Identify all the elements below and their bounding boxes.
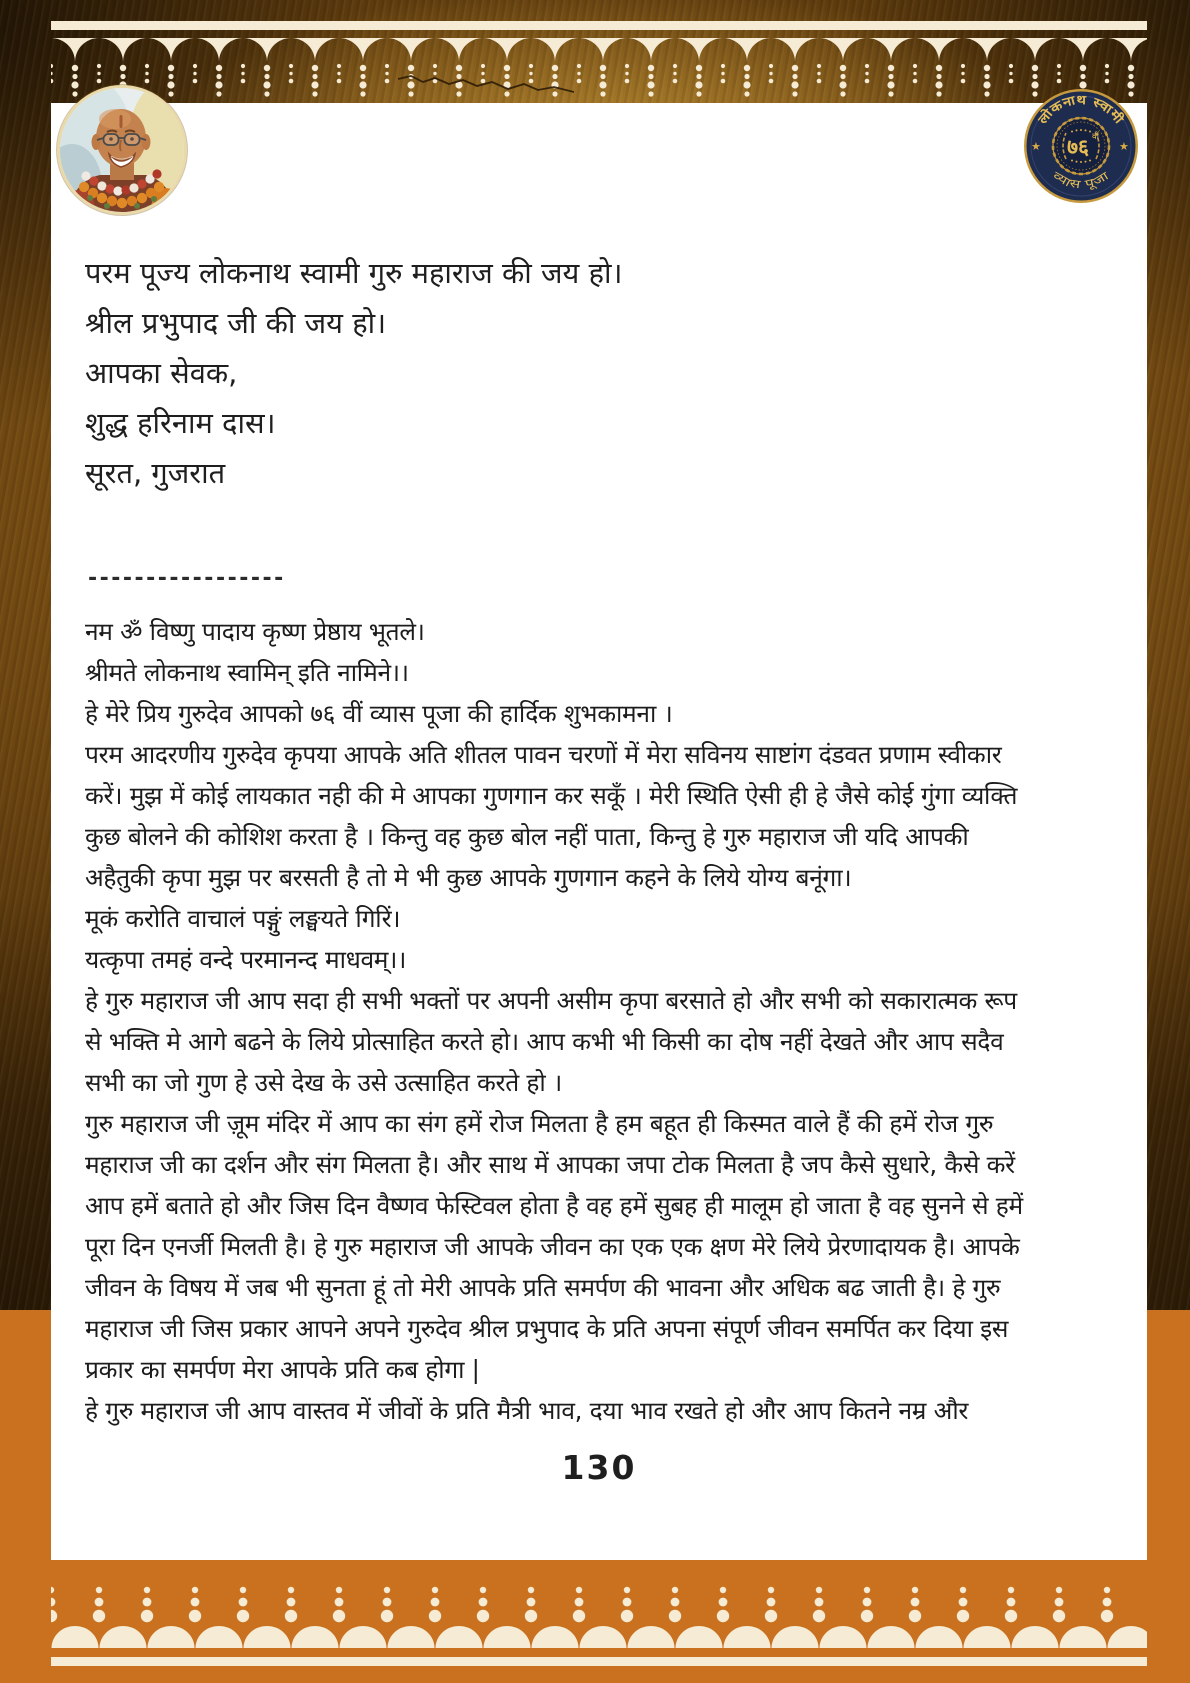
guru-photo xyxy=(57,85,187,215)
star-icon: ★ xyxy=(1031,140,1041,153)
letter-body-line: नम ॐ विष्णु पादाय कृष्ण प्रेष्ठाय भूतले। xyxy=(85,617,425,646)
salutation-block xyxy=(85,253,685,503)
letter-body-line: गुरु महाराज जी ज़ूम मंदिर में आप का संग हमें रोज मिलता है हम बहूत ही किस्मत वाले हैं की हमें रोज गुरु xyxy=(85,1109,994,1138)
salutation-line: शुद्ध हरिनाम दास। xyxy=(85,406,276,440)
salutation-line: आपका सेवक, xyxy=(85,356,238,390)
page-number: 130 xyxy=(561,1448,637,1487)
texture-crack-line xyxy=(398,70,574,96)
salutation-line: परम पूज्य लोकनाथ स्वामी गुरु महाराज की जय हो। xyxy=(85,256,623,290)
letter-body-line: हे गुरु महाराज जी आप सदा ही सभी भक्तों पर अपनी असीम कृपा बरसाते हो और सभी को सकारात्मक रूप xyxy=(85,986,1017,1015)
letter-body-line: पूरा दिन एनर्जी मिलती है। हे गुरु महाराज जी आपके जीवन का एक एक क्षण मेरे लिये प्रेरणादायक है। आपके xyxy=(85,1232,1020,1261)
letter-body-line: परम आदरणीय गुरुदेव कृपया आपके अति शीतल पावन चरणों में मेरा सविनय साष्टांग दंडवत प्रणाम स्वीकार xyxy=(85,740,1002,769)
guru-portrait-illustration xyxy=(60,88,184,212)
salutation-line: श्रील प्रभुपाद जी की जय हो। xyxy=(85,306,387,340)
top-border-ornament xyxy=(51,38,1147,100)
top-cream-stripe xyxy=(51,21,1147,30)
badge-number: ७६ xyxy=(1067,135,1089,159)
star-icon: ★ xyxy=(1119,140,1129,153)
badge-arc-bottom-text: व्यास पूजा xyxy=(1050,168,1108,192)
letter-body-line: जीवन के विषय में जब भी सुनता हूं तो मेरी आपके प्रति समर्पण की भावना और अधिक बढ जाती है। हे गुरु xyxy=(85,1273,1001,1302)
vyasa-puja-badge xyxy=(1022,87,1140,205)
letter-body-line: हे गुरु महाराज जी आप वास्तव में जीवों के प्रति मैत्री भाव, दया भाव रखते हो और आप कितने नम्र और xyxy=(85,1396,969,1425)
letter-body-line: हे मेरे प्रिय गुरुदेव आपको ७६ वीं व्यास पूजा की हार्दिक शुभकामना । xyxy=(85,699,673,728)
separator-dashes: ----------------- xyxy=(88,566,286,591)
letter-body-line: महाराज जी का दर्शन और संग मिलता है। और साथ में आपका जपा टोक मिलता है जप कैसे सुधारे, कैसे करें xyxy=(85,1150,1015,1179)
letter-body-line: करें। मुझ में कोई लायकात नही की मे आपका गुणगान कर सकूँ । मेरी स्थिति ऐसी ही हे जैसे कोई गुंगा व्यक्ति xyxy=(85,781,1018,810)
letter-body-line: से भक्ति मे आगे बढने के लिये प्रोत्साहित करते हो। आप कभी भी किसी का दोष नहीं देखते और आप सदैव xyxy=(85,1027,1004,1056)
letter-body-line: आप हमें बताते हो और जिस दिन वैष्णव फेस्टिवल होता है वह हमें सुबह ही मालूम हो जाता है वह सुनने से हमें xyxy=(85,1191,1023,1220)
bottom-cream-stripe xyxy=(51,1657,1147,1666)
badge-number-suffix: वीं xyxy=(1092,132,1099,142)
letter-body-line: श्रीमते लोकनाथ स्वामिन् इति नामिने।। xyxy=(85,658,409,687)
letter-body-line: मूकं करोति वाचालं पङ्गुं लङ्घयते गिरिं। xyxy=(85,904,401,933)
letter-body xyxy=(85,615,1109,1435)
letter-body-line: कुछ बोलने की कोशिश करता है । किन्तु वह कुछ बोल नहीं पाता, किन्तु हे गुरु महाराज जी यदि आपकी xyxy=(85,822,969,851)
letter-body-line: सभी का जो गुण हे उसे देख के उसे उत्साहित करते हो । xyxy=(85,1068,562,1097)
letter-body-line: यत्कृपा तमहं वन्दे परमानन्द माधवम्।। xyxy=(85,945,407,974)
letter-body-line: अहैतुकी कृपा मुझ पर बरसती है तो मे भी कुछ आपके गुणगान कहने के लिये योग्य बनूंगा। xyxy=(85,863,852,892)
salutation-line: सूरत, गुजरात xyxy=(85,456,226,490)
letter-body-line: महाराज जी जिस प्रकार आपने अपने गुरुदेव श्रील प्रभुपाद के प्रति अपना संपूर्ण जीवन समर्पित कर दिया इस xyxy=(85,1314,1009,1343)
badge-arc-top-text: लोकनाथ स्वामी xyxy=(1034,91,1126,127)
bottom-border-ornament xyxy=(51,1578,1147,1648)
letter-body-line: प्रकार का समर्पण मेरा आपके प्रति कब होगा | xyxy=(85,1355,480,1384)
